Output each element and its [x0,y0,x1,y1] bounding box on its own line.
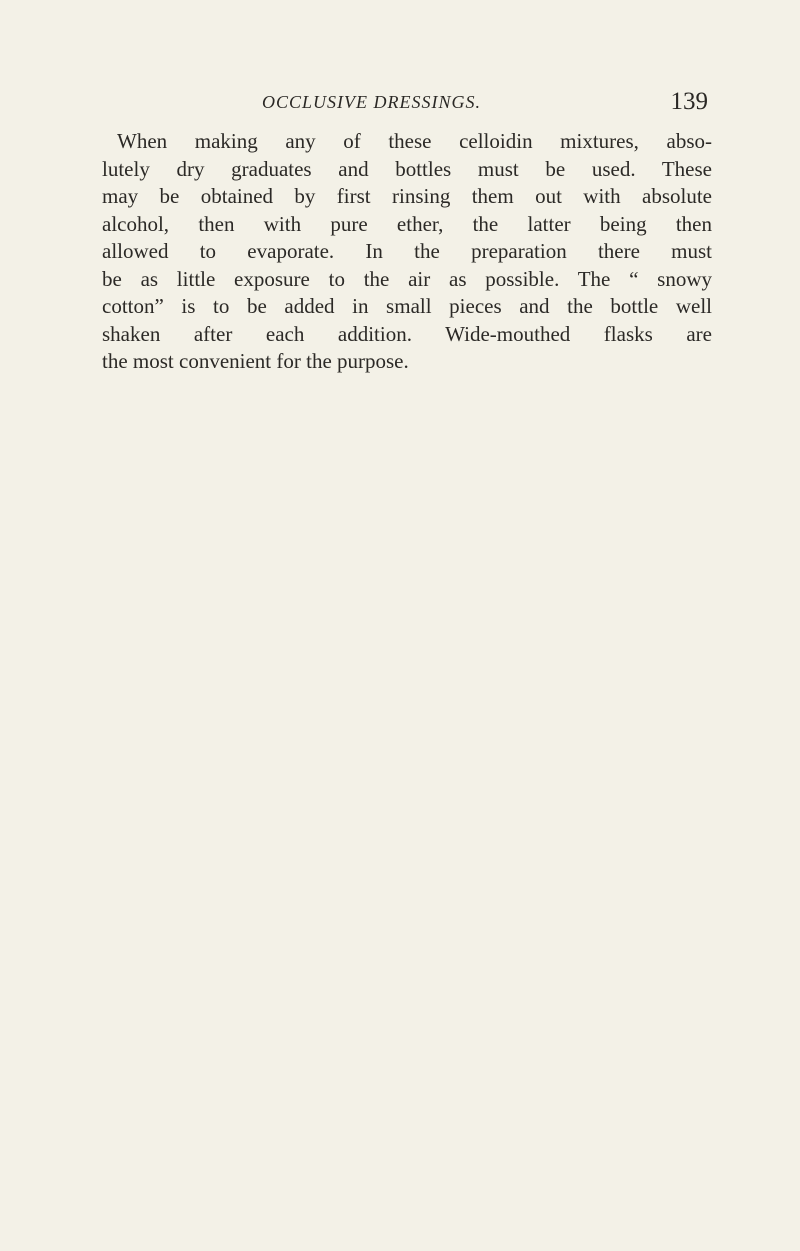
text-line: lutely dry graduates and bottles must be used. These [102,156,712,181]
text-line: may be obtained by first rinsing them out with absolute [102,184,712,208]
page-number: 139 [670,88,708,115]
text-line: allowed to evaporate. In the preparation there must [102,239,712,263]
text-line: alcohol, then with pure ether, the latter being then [102,211,712,236]
running-head [102,88,710,122]
running-title: OCCLUSIVE DRESSINGS. [262,92,481,112]
text-line: the most convenient for the purpose. [102,349,409,373]
text-line: be as little exposure to the air as possible. The “ snowy [102,266,712,291]
text-line: shaken after each addition. Wide-mouthed flasks are [102,321,712,346]
text-line: When making any of these celloidin mixtures, abso- [117,129,712,153]
text-line: cotton” is to be added in small pieces and the bottle well [102,294,712,318]
body-paragraph [102,128,712,376]
